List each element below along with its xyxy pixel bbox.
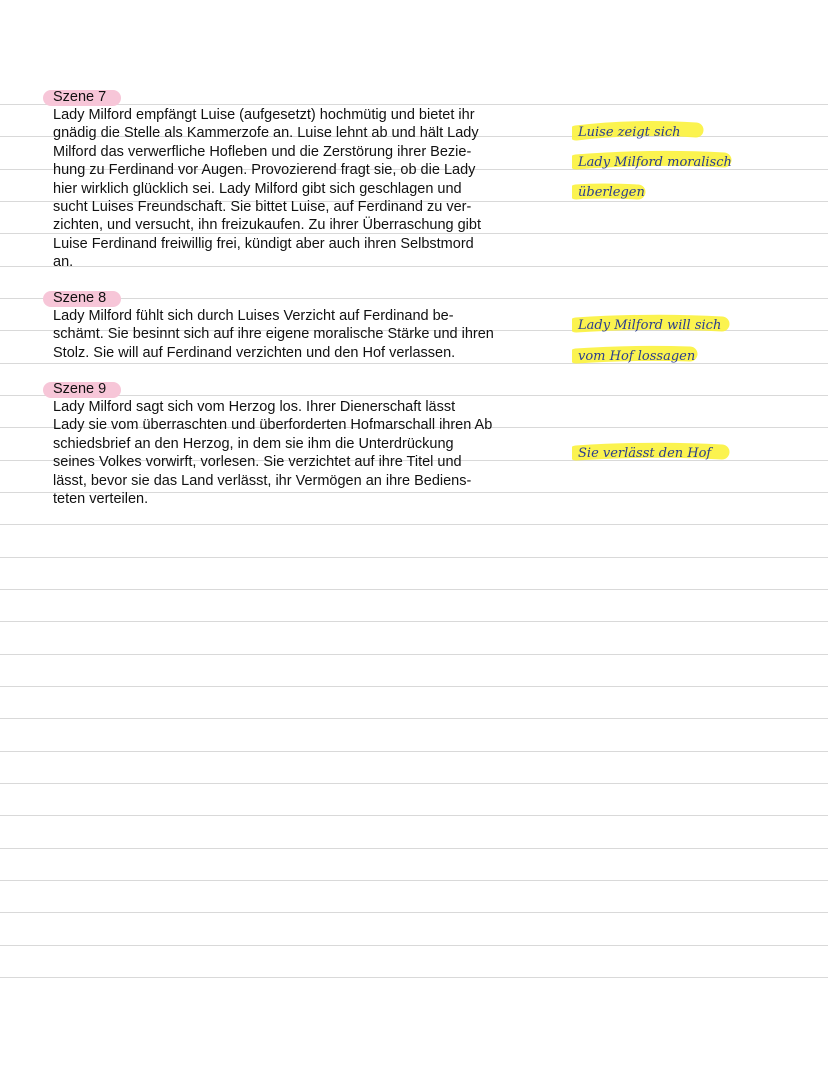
scene-9-section (53, 380, 543, 508)
rule-line (0, 848, 828, 849)
rule-line (0, 945, 828, 946)
summary-line: zichten, und versucht, ihn freizukaufen. Zu ihrer Überraschung gibt (53, 217, 481, 234)
rule-line (0, 880, 828, 881)
summary-line: Lady Milford sagt sich vom Herzog los. Ihrer Dienerschaft lässt (53, 399, 456, 415)
summary-line: seines Volkes vorwirft, vorlesen. Sie verzichtet auf ihre Titel und (53, 454, 462, 471)
summary-line: hung zu Ferdinand vor Augen. Provozierend fragt sie, ob die Lady (53, 162, 476, 179)
scene-heading (53, 289, 106, 307)
handwriting-drawing (572, 440, 742, 470)
rule-line (0, 557, 828, 558)
summary-line: Lady Milford empfängt Luise (aufgesetzt) hochmütig und bietet ihr (53, 107, 475, 123)
rule-line (0, 815, 828, 816)
rule-line (0, 524, 828, 525)
scene-heading-text: Szene 7 (53, 89, 107, 105)
rule-line (0, 621, 828, 622)
handwritten-note (572, 116, 742, 216)
summary-line: Lady sie vom überraschten und überforderten Hofmarschall ihren Ab (53, 417, 493, 434)
scene-heading-text: Szene 9 (53, 381, 107, 397)
rule-line (0, 686, 828, 687)
scene-heading-text: Szene 8 (53, 290, 107, 306)
note-text: vom Hof lossagen (578, 349, 696, 364)
summary-line: an. (53, 254, 74, 271)
summary-line: sucht Luises Freundschaft. Sie bittet Luise, auf Ferdinand zu ver- (53, 199, 472, 216)
note-text: Lady Milford will sich (578, 318, 722, 333)
rule-line (0, 912, 828, 913)
note-text: Lady Milford moralisch (578, 155, 732, 170)
note-text: Sie verlässt den Hof (578, 446, 712, 461)
scene-heading (53, 88, 106, 106)
rule-line (0, 654, 828, 655)
summary-line: Milford das verwerfliche Hofleben und die Zerstörung ihrer Bezie- (53, 143, 472, 160)
summary-line: schämt. Sie besinnt sich auf ihre eigene moralische Stärke und ihren (53, 326, 494, 343)
scene-summary (53, 106, 543, 272)
handwritten-note (572, 312, 742, 378)
summary-line: schiedsbrief an den Herzog, in dem sie ihm die Unterdrückung (53, 435, 454, 452)
summary-line: teten verteilen. (53, 491, 149, 508)
summary-line: hier wirklich glücklich sei. Lady Milford gibt sich geschlagen und (53, 180, 462, 197)
note-text: Luise zeigt sich (578, 125, 681, 140)
handwriting-drawing (572, 312, 742, 378)
handwritten-note (572, 440, 742, 470)
scene-heading (53, 380, 106, 398)
rule-line (0, 718, 828, 719)
summary-line: Stolz. Sie will auf Ferdinand verzichten und den Hof verlassen. (53, 344, 456, 361)
scene-summary (53, 307, 543, 362)
scene-summary (53, 398, 543, 508)
summary-line: lässt, bevor sie das Land verlässt, ihr Vermögen an ihre Bediens- (53, 472, 472, 489)
handwriting-drawing (572, 116, 742, 216)
note-text: überlegen (578, 185, 645, 200)
rule-line (0, 589, 828, 590)
summary-line: gnädig die Stelle als Kammerzofe an. Luise lehnt ab und hält Lady (53, 125, 479, 142)
scene-8-section (53, 289, 543, 362)
scene-7-section (53, 88, 543, 272)
rule-line (0, 977, 828, 978)
rule-line (0, 783, 828, 784)
summary-line: Luise Ferdinand freiwillig frei, kündigt aber auch ihren Selbstmord (53, 235, 474, 252)
summary-line: Lady Milford fühlt sich durch Luises Verzicht auf Ferdinand be- (53, 308, 454, 324)
rule-line (0, 751, 828, 752)
